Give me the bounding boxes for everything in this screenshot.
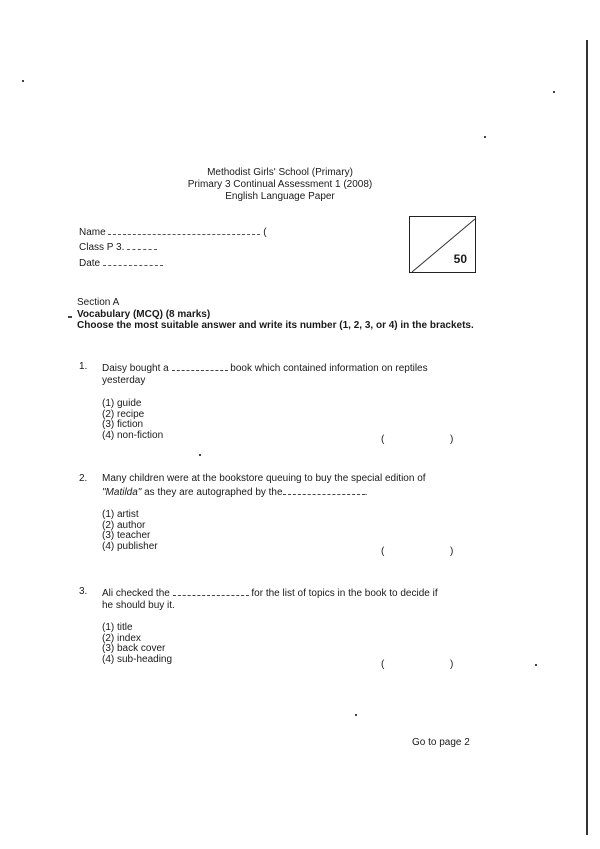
- section-a: [77, 297, 497, 332]
- scan-speck: [535, 664, 537, 666]
- question-3-text: Ali checked the for the list of topics in the book to decide if he should buy it.: [102, 588, 438, 611]
- class-label: Class P 3.: [79, 242, 125, 253]
- paper-subject: English Language Paper: [225, 191, 335, 202]
- date-field: [79, 258, 163, 270]
- question-2-text: Many children were at the bookstore queuing to buy the special edition of "Matilda" as they are autographed by the .: [102, 473, 426, 498]
- class-line: [127, 248, 157, 250]
- option: (4) sub-heading: [102, 653, 173, 665]
- option: (3) teacher: [102, 530, 151, 541]
- question-1-number: 1.: [79, 361, 88, 372]
- name-field: [79, 227, 267, 239]
- option: (4) publisher: [102, 540, 158, 552]
- scan-speck: [199, 454, 201, 456]
- scan-speck: [355, 714, 357, 716]
- paper-header: [0, 167, 560, 203]
- option: (2) author: [102, 519, 146, 531]
- name-label: Name: [79, 227, 106, 238]
- question-2-blank: [283, 485, 365, 495]
- option: (3) back cover: [102, 643, 166, 654]
- class-field: [79, 242, 157, 254]
- option: (3) fiction: [102, 419, 144, 430]
- question-1-blank: [172, 361, 228, 371]
- next-page-note: Go to page 2: [412, 737, 470, 748]
- score-box: [409, 216, 476, 273]
- question-3-options: [102, 623, 172, 665]
- question-1-text: Daisy bought a book which contained information on reptiles yesterday: [102, 363, 428, 386]
- question-1-options: [102, 399, 163, 441]
- scan-edge-line: [586, 40, 588, 835]
- question-3-number: 3.: [79, 586, 88, 597]
- option: (2) index: [102, 632, 141, 644]
- date-line: [103, 264, 163, 266]
- scan-speck: [68, 316, 72, 318]
- score-total: 50: [453, 251, 467, 266]
- name-bracket: (: [263, 227, 267, 238]
- option: (4) non-fiction: [102, 429, 164, 441]
- question-2-options: [102, 510, 158, 552]
- answer-bracket-close: ): [450, 659, 454, 670]
- answer-bracket-open: (: [381, 546, 385, 557]
- section-subtitle: Vocabulary (MCQ) (8 marks): [77, 308, 211, 320]
- answer-bracket-open: (: [381, 434, 385, 445]
- scan-speck: [553, 91, 555, 93]
- option: (1) guide: [102, 398, 142, 409]
- section-title: Section A: [77, 297, 120, 308]
- option: (1) title: [102, 622, 133, 633]
- option: (2) recipe: [102, 408, 145, 420]
- answer-bracket-close: ): [450, 434, 454, 445]
- question-3-blank: [173, 586, 249, 596]
- answer-bracket-close: ): [450, 546, 454, 557]
- question-2-number: 2.: [79, 473, 88, 484]
- option: (1) artist: [102, 509, 139, 520]
- answer-bracket-open: (: [381, 659, 385, 670]
- school-name: Methodist Girls' School (Primary): [207, 167, 353, 178]
- scan-speck: [22, 80, 24, 82]
- date-label: Date: [79, 258, 101, 269]
- section-instruction: Choose the most suitable answer and write its number (1, 2, 3, or 4) in the brackets.: [77, 320, 474, 331]
- scan-speck: [484, 136, 486, 138]
- name-line: [108, 233, 260, 235]
- assessment-title: Primary 3 Continual Assessment 1 (2008): [187, 179, 373, 190]
